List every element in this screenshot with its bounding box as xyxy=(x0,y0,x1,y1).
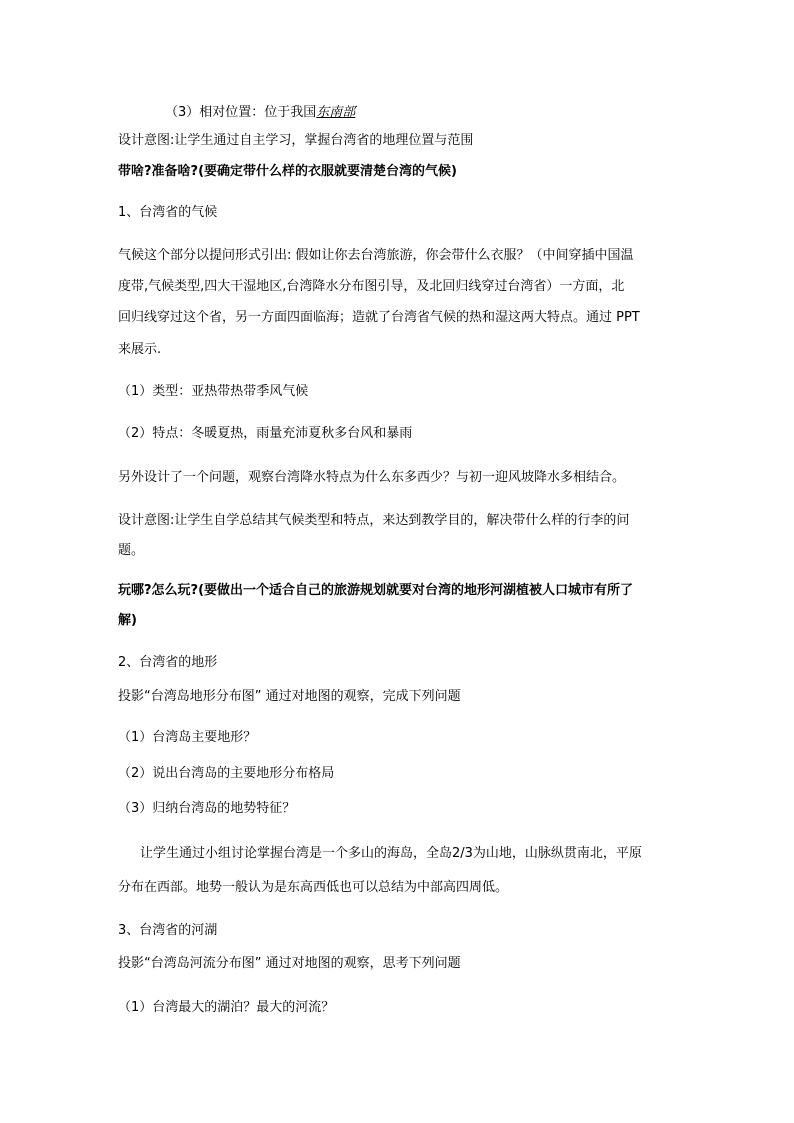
terrain-question-1: （1）台湾岛主要地形？ xyxy=(118,730,257,745)
section-heading-climate: 带啥?准备啥?(要确定带什么样的衣服就要清楚台湾的气候) xyxy=(118,164,457,179)
climate-feature-item: （2）特点：冬暖夏热，雨量充沛夏秋多台风和暴雨 xyxy=(118,426,413,441)
terrain-map-instruction: 投影“台湾岛地形分布图” 通过对地图的观察，完成下列问题 xyxy=(118,689,461,704)
design-intent-climate-line-1: 设计意图:让学生自学总结其气候类型和特点，来达到教学目的，解决带什么样的行李的问 xyxy=(118,513,630,528)
climate-paragraph-line-4: 来展示. xyxy=(118,342,162,357)
climate-paragraph-line-1: 气候这个部分以提问形式引出: 假如让你去台湾旅游，你会带什么衣服？（中间穿插中国温 xyxy=(118,248,634,263)
climate-paragraph-line-3: 回归线穿过这个省，另一方面四面临海；造就了台湾省气候的热和湿这两大特点。通过 PPT xyxy=(118,310,640,325)
climate-paragraph-line-2: 度带,气候类型,四大干湿地区,台湾降水分布图引导，及北回归线穿过台湾省）一方面，北 xyxy=(118,279,625,294)
river-map-instruction: 投影“台湾岛河流分布图” 通过对地图的观察，思考下列问题 xyxy=(118,956,461,971)
river-question-1: （1）台湾最大的湖泊？最大的河流？ xyxy=(118,1000,335,1015)
terrain-summary-line-1: 让学生通过小组讨论掌握台湾是一个多山的海岛，全岛2/3为山地，山脉纵贯南北，平原 xyxy=(140,846,642,861)
design-intent-climate-line-2: 题。 xyxy=(118,543,145,558)
subheading-terrain: 2、台湾省的地形 xyxy=(118,655,218,670)
section-heading-travel-line-1: 玩哪?怎么玩?(要做出一个适合自己的旅游规划就要对台湾的地形河湖植被人口城市有所了 xyxy=(118,583,634,598)
terrain-question-3: （3）归纳台湾岛的地势特征？ xyxy=(118,801,296,816)
terrain-summary-line-2: 分布在西部。地势一般认为是东高西低也可以总结为中部高四周低。 xyxy=(118,880,509,895)
relative-position-line xyxy=(165,105,731,121)
relative-position-text: （3）相对位置：位于我国 xyxy=(165,105,317,120)
subheading-climate: 1、台湾省的气候 xyxy=(118,205,218,220)
design-intent-location: 设计意图:让学生通过自主学习，掌握台湾省的地理位置与范围 xyxy=(118,133,474,148)
terrain-question-2: （2）说出台湾岛的主要地形分布格局 xyxy=(118,766,335,781)
climate-type-item: （1）类型：亚热带热带季风气候 xyxy=(118,384,309,399)
section-heading-travel-line-2: 解) xyxy=(118,613,137,628)
subheading-rivers-lakes: 3、台湾省的河湖 xyxy=(118,923,218,938)
precipitation-question: 另外设计了一个问题，观察台湾降水特点为什么东多西少？与初一迎风坡降水多相结合。 xyxy=(118,470,626,485)
underlined-answer: 东南部 xyxy=(316,105,356,120)
